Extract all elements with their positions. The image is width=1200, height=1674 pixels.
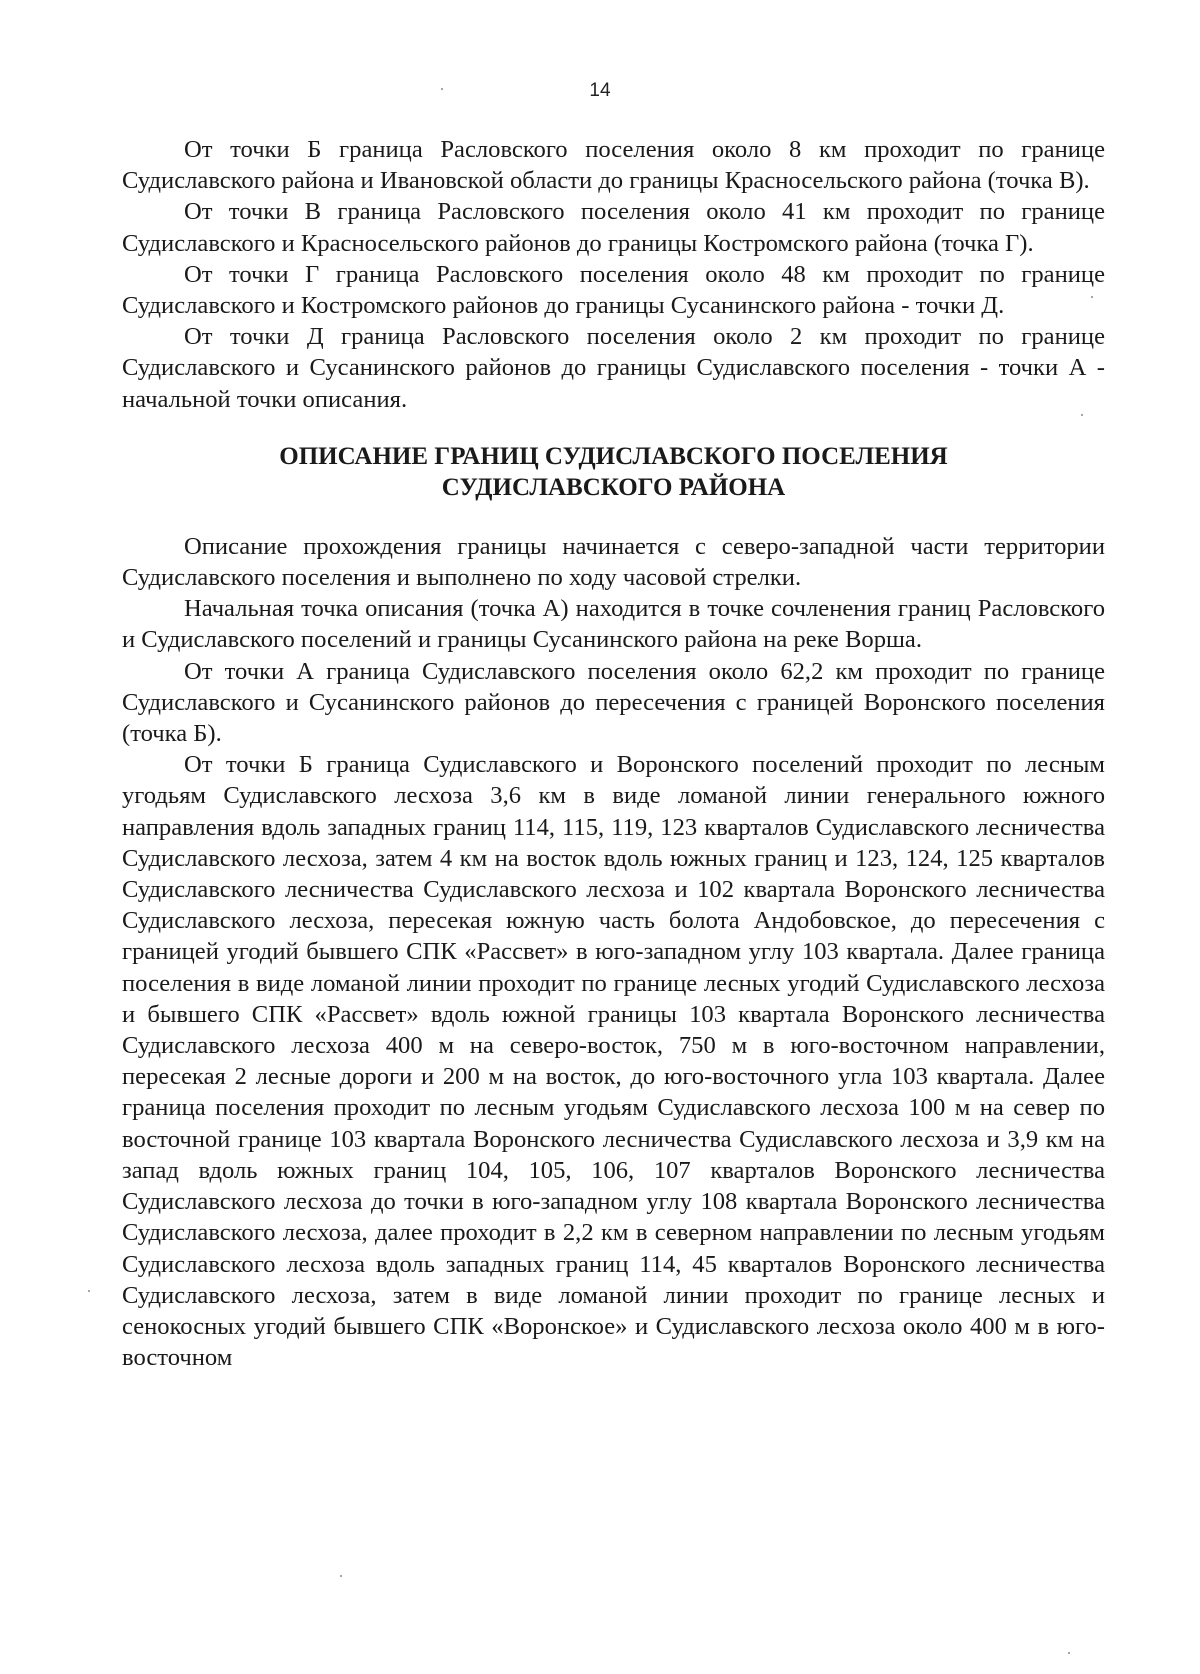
paragraph-description-start: Описание прохождения границы начинается с северо-западной части территории Судиславского поселения и выполнено по ходу часовой стрелки.: [122, 532, 1105, 592]
scan-speck: [88, 1290, 90, 1292]
paragraph-point-d-to-a: От точки Д граница Расловского поселения около 2 км проходит по границе Судиславского и Сусанинского районов до границы Судиславского поселения - точки А - начальной точки описания.: [122, 323, 1105, 413]
section-heading: [122, 441, 1105, 503]
scan-speck: [441, 88, 443, 90]
scan-speck: [340, 1575, 342, 1577]
paragraph-point-v-to-g: От точки В граница Расловского поселения около 41 км проходит по границе Судиславского и Красносельского районов до границы Костромского района (точка Г).: [122, 198, 1105, 257]
paragraph-point-g-to-d: От точки Г граница Расловского поселения около 48 км проходит по границе Судиславского и Костромского районов до границы Сусанинского района - точки Д.: [122, 260, 1105, 320]
scan-speck: [1068, 1652, 1070, 1654]
scan-speck: [1091, 296, 1093, 298]
document-body: [122, 134, 1105, 1373]
paragraph-point-b-forest: От точки Б граница Судиславского и Воронского поселений проходит по лесным угодьям Судиславского лесхоза 3,6 км в виде ломаной линии генерального южного направления вдоль западных границ 114, 115, 119, 123 кварталов Судиславского лесничества Судиславского лесхоза, затем 4 км на восток вдоль южных границ и 123, 124, 125 кварталов Судиславского лесничества Судиславского лесхоза и 102 квартала Воронского лесничества Судиславского лесхоза, пересекая южную часть болота Андобовское, до пересечения с границей угодий бывшего СПК «Рассвет» в юго-западном углу 103 квартала. Далее граница поселения в виде ломаной линии проходит по границе лесных угодий Судиславского лесхоза и бывшего СПК «Рассвет» вдоль южной границы 103 квартала Воронского лесничества Судиславского лесхоза 400 м на северо-восток, 750 м в юго-восточном направлении, пересекая 2 лесные дороги и 200 м на восток, до юго-восточного угла 103 квартала. Далее граница поселения проходит по лесным угодьям Судиславского лесхоза 100 м на север по восточной границе 103 квартала Воронского лесничества Судиславского лесхоза и 3,9 км на запад вдоль южных границ 104, 105, 106, 107 кварталов Воронского лесничества Судиславского лесхоза до точки в юго-западном углу 108 квартала Воронского лесничества Судиславского лесхоза, далее проходит в 2,2 км в северном направлении по лесным угодьям Судиславского лесхоза вдоль западных границ 114, 45 кварталов Воронского лесничества Судиславского лесхоза, затем в виде ломаной линии проходит по границе лесных и сенокосных угодий бывшего СПК «Воронское» и Судиславского лесхоза около 400 м в юго-восточном: [122, 751, 1105, 1372]
paragraph-point-b-to-v: От точки Б граница Расловского поселения около 8 км проходит по границе Судиславского района и Ивановской области до границы Красносельского района (точка В).: [122, 136, 1105, 195]
section-heading-line-2: СУДИСЛАВСКОГО РАЙОНА: [441, 473, 786, 501]
paragraph-point-a-to-b: От точки А граница Судиславского поселения около 62,2 км проходит по границе Судиславского и Сусанинского районов до пересечения с границей Воронского поселения (точка Б).: [122, 657, 1105, 748]
scan-speck: [1081, 414, 1083, 416]
page-number: 14: [589, 80, 611, 101]
paragraph-start-point: Начальная точка описания (точка А) находится в точке сочленения границ Расловского и Судиславского поселений и границы Сусанинского района на реке Ворша.: [122, 595, 1105, 654]
section-heading-line-1: ОПИСАНИЕ ГРАНИЦ СУДИСЛАВСКОГО ПОСЕЛЕНИЯ: [279, 442, 948, 470]
